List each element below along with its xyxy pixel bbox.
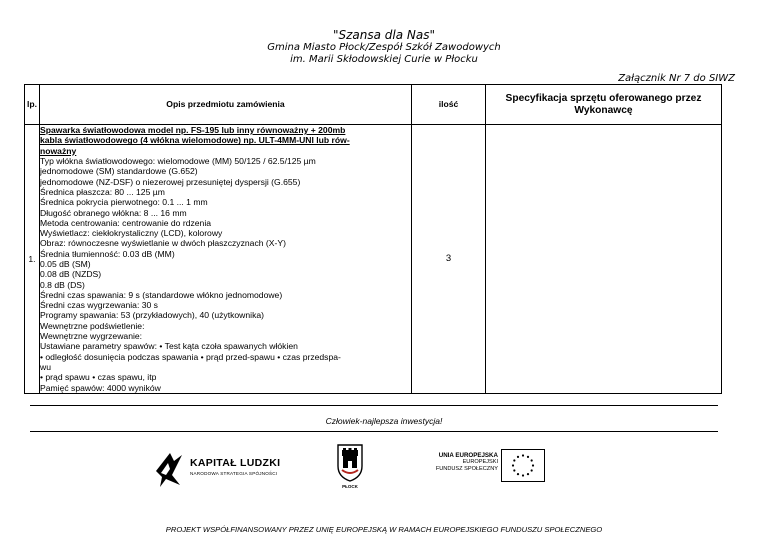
spec-line: • odległość dosunięcia podczas spawania • prąd przed-spawu • czas przedspa- bbox=[40, 351, 341, 362]
eu-flag-icon bbox=[501, 449, 545, 482]
cell-specification bbox=[486, 125, 722, 394]
specification-table bbox=[24, 84, 722, 394]
eu-star-icon bbox=[522, 474, 524, 476]
eu-logo-text bbox=[410, 452, 498, 473]
spec-line: Obraz: równoczesne wyświetlanie w dwóch płaszczyznach (X-Y) bbox=[40, 238, 286, 249]
eu-star-icon bbox=[531, 469, 533, 471]
eu-star-icon bbox=[527, 473, 529, 475]
header-specification bbox=[486, 85, 722, 125]
eu-line-1: UNIA EUROPEJSKA bbox=[438, 452, 498, 459]
item-title bbox=[40, 125, 411, 156]
spec-line: Średni czas wygrzewania: 30 s bbox=[40, 300, 158, 311]
kapital-ludzki-title: KAPITAŁ LUDZKI bbox=[190, 457, 281, 469]
footer-divider-top bbox=[30, 405, 718, 406]
cell-quantity: 3 bbox=[412, 125, 486, 394]
crest-label: PŁOCK bbox=[342, 484, 358, 489]
spec-line: jednomodowe (SM) standardowe (G.652) bbox=[40, 166, 198, 177]
eu-star-icon bbox=[531, 459, 533, 461]
item-title-line: Spawarka światłowodowa model np. FS-195 lub inny równoważny + 200mb bbox=[40, 125, 346, 136]
project-funding-text: PROJEKT WSPÓŁFINANSOWANY PRZEZ UNIĘ EUROPEJSKĄ W RAMACH EUROPEJSKIEGO FUNDUSZU SPOŁECZNEGO bbox=[165, 525, 603, 534]
eu-star-icon bbox=[527, 456, 529, 458]
table-header-row bbox=[25, 85, 722, 125]
spec-line: Typ włókna światłowodowego: wielomodowe (MM) 50/125 / 62.5/125 µm bbox=[40, 156, 316, 167]
spec-line: Metoda centrowania: centrowanie do rdzenia bbox=[40, 217, 212, 228]
spec-line: • prąd spawu • czas spawu, itp bbox=[40, 372, 157, 383]
header-quantity: ilość bbox=[412, 85, 486, 125]
spec-line: Średnica pokrycia pierwotnego: 0.1 ... 1 mm bbox=[40, 197, 208, 208]
spec-line: Wyświetlacz: ciekłokrystaliczny (LCD), kolorowy bbox=[40, 228, 223, 239]
item-title-line: noważny bbox=[40, 145, 77, 156]
spec-line: Programy spawania: 53 (przykładowych), 40 (użytkownika) bbox=[40, 310, 265, 321]
eu-star-icon bbox=[532, 464, 534, 466]
spec-line: Długość obranego włókna: 8 ... 16 mm bbox=[40, 207, 187, 218]
spec-line: wu bbox=[40, 361, 51, 372]
eu-star-icon bbox=[513, 469, 515, 471]
eu-star-icon bbox=[517, 473, 519, 475]
header-lp: lp. bbox=[25, 85, 40, 125]
annex-label: Załącznik Nr 7 do SIWZ bbox=[618, 73, 735, 84]
footer-divider-bottom bbox=[30, 431, 718, 432]
spec-line: 0.05 dB (SM) bbox=[40, 259, 91, 269]
kapital-ludzki-emblem-icon bbox=[152, 449, 186, 489]
item-spec-lines bbox=[40, 156, 411, 393]
plock-crest bbox=[334, 444, 366, 492]
cell-lp: 1. bbox=[25, 125, 40, 394]
header-line-1: Gmina Miasto Płock/Zespół Szkół Zawodowych bbox=[267, 42, 501, 53]
spec-line: Wewnętrzne podświetlenie: bbox=[40, 320, 145, 331]
document-title: "Szansa dla Nas" bbox=[332, 28, 436, 42]
header-spec-line-1: Specyfikacja sprzętu oferowanego przez bbox=[505, 92, 702, 104]
table-row bbox=[25, 125, 722, 394]
footer-motto: Człowiek-najlepsza inwestycja! bbox=[325, 416, 443, 426]
spec-line: Średni czas spawania: 9 s (standardowe włókno jednomodowe) bbox=[40, 289, 283, 300]
header-spec-line-2: Wykonawcę bbox=[574, 104, 633, 116]
plock-coat-of-arms-icon bbox=[337, 444, 363, 482]
spec-line: 0.08 dB (NZDS) bbox=[40, 269, 102, 280]
spec-line: Pamięć spawów: 4000 wyników bbox=[40, 382, 161, 393]
eu-line-2: EUROPEJSKI bbox=[462, 459, 498, 465]
spec-line: Wewnętrzne wygrzewanie: bbox=[40, 331, 143, 342]
eu-star-icon bbox=[513, 459, 515, 461]
item-title-line: kabla światłowodowego (4 włókna wielomodowe) np. ULT-4MM-UNI lub rów- bbox=[40, 135, 350, 146]
header-line-2: im. Marii Skłodowskiej Curie w Płocku bbox=[290, 54, 478, 65]
kapital-ludzki-subtitle: NARODOWA STRATEGIA SPÓJNOŚCI bbox=[190, 471, 278, 476]
spec-line: Ustawiane parametry spawów: • Test kąta czoła spawanych włókien bbox=[40, 341, 298, 352]
spec-line: Średnica płaszcza: 80 ... 125 µm bbox=[40, 186, 165, 197]
eu-star-icon bbox=[522, 454, 524, 456]
spec-line: jednomodowe (NZ-DSF) o niezerowej przesuniętej dyspersji (G.655) bbox=[40, 176, 301, 187]
header-description: Opis przedmiotu zamówienia bbox=[40, 85, 412, 125]
eu-line-3: FUNDUSZ SPOŁECZNY bbox=[435, 466, 498, 472]
spec-line: Średnia tłumienność: 0.03 dB (MM) bbox=[40, 248, 175, 259]
eu-star-icon bbox=[517, 456, 519, 458]
cell-description bbox=[40, 125, 412, 394]
kapital-ludzki-logo bbox=[152, 449, 287, 489]
eu-star-icon bbox=[512, 464, 514, 466]
spec-line: 0.8 dB (DS) bbox=[40, 279, 85, 290]
